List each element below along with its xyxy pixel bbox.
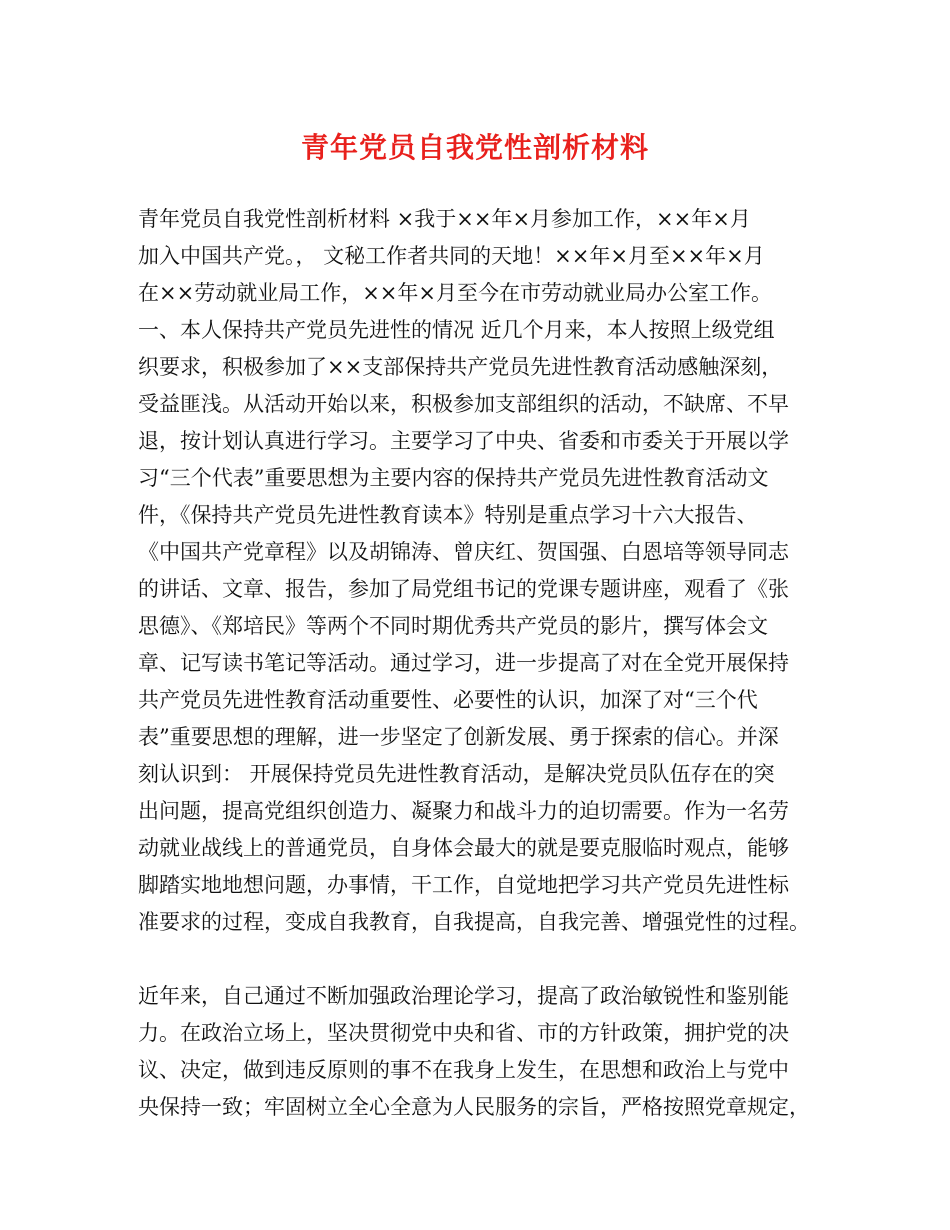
text-line: 件，《保持共产党员先进性教育读本》特别是重点学习十六大报告、 (138, 503, 758, 527)
text-line: 力。在政治立场上，坚决贯彻党中央和省、市的方针政策，拥护党的决 (138, 1021, 789, 1045)
text-line: 章、记写读书笔记等活动。通过学习，进一步提高了对在全党开展保持 (138, 651, 789, 675)
text-line: 思德》、《郑培民》等两个不同时期优秀共产党员的影片，撰写体会文 (138, 614, 768, 638)
text-line: 共产党员先进性教育活动重要性、必要性的认识，加深了对“三个代 (138, 688, 758, 712)
text-line: 央保持一致；牢固树立全心全意为人民服务的宗旨，严格按照党章规定， (138, 1095, 810, 1119)
text-line: 青年党员自我党性剖析材料 ×我于××年×月参加工作，××年×月 (138, 207, 751, 231)
text-line: 准要求的过程，变成自我教育，自我提高，自我完善、增强党性的过程。 (138, 910, 810, 934)
text-line: 刻认识到： 开展保持党员先进性教育活动，是解决党员队伍存在的突 (138, 762, 775, 786)
text-line: 退，按计划认真进行学习。主要学习了中央、省委和市委关于开展以学 (138, 429, 789, 453)
text-line: 织要求，积极参加了××支部保持共产党员先进性教育活动感触深刻， (138, 355, 783, 379)
document-title: 青年党员自我党性剖析材料 (300, 131, 649, 164)
text-line: 在××劳动就业局工作，××年×月至今在市劳动就业局办公室工作。 (138, 281, 772, 305)
text-line: 加入中国共产党。， 文秘工作者共同的天地！××年×月至××年×月 (138, 244, 765, 268)
text-line: 《中国共产党章程》以及胡锦涛、曾庆红、贺国强、白恩培等领导同志 (138, 540, 789, 564)
text-line: 近年来，自己通过不断加强政治理论学习，提高了政治敏锐性和鉴别能 (138, 984, 789, 1008)
text-line: 脚踏实地地想问题，办事情，干工作，自觉地把学习共产党员先进性标 (138, 873, 789, 897)
text-line: 习“三个代表”重要思想为主要内容的保持共产党员先进性教育活动文 (138, 466, 769, 490)
text-line: 一、本人保持共产党员先进性的情况 近几个月来，本人按照上级党组 (138, 318, 775, 342)
text-line: 的讲话、文章、报告，参加了局党组书记的党课专题讲座，观看了《张 (138, 577, 789, 601)
text-line: 受益匪浅。从活动开始以来，积极参加支部组织的活动，不缺席、不早 (138, 392, 789, 416)
text-line: 出问题，提高党组织创造力、凝聚力和战斗力的迫切需要。作为一名劳 (138, 799, 789, 823)
text-line: 动就业战线上的普通党员，自身体会最大的就是要克服临时观点，能够 (138, 836, 789, 860)
text-line: 表”重要思想的理解，进一步坚定了创新发展、勇于探索的信心。并深 (138, 725, 779, 749)
text-line: 议、决定，做到违反原则的事不在我身上发生，在思想和政治上与党中 (138, 1058, 789, 1082)
